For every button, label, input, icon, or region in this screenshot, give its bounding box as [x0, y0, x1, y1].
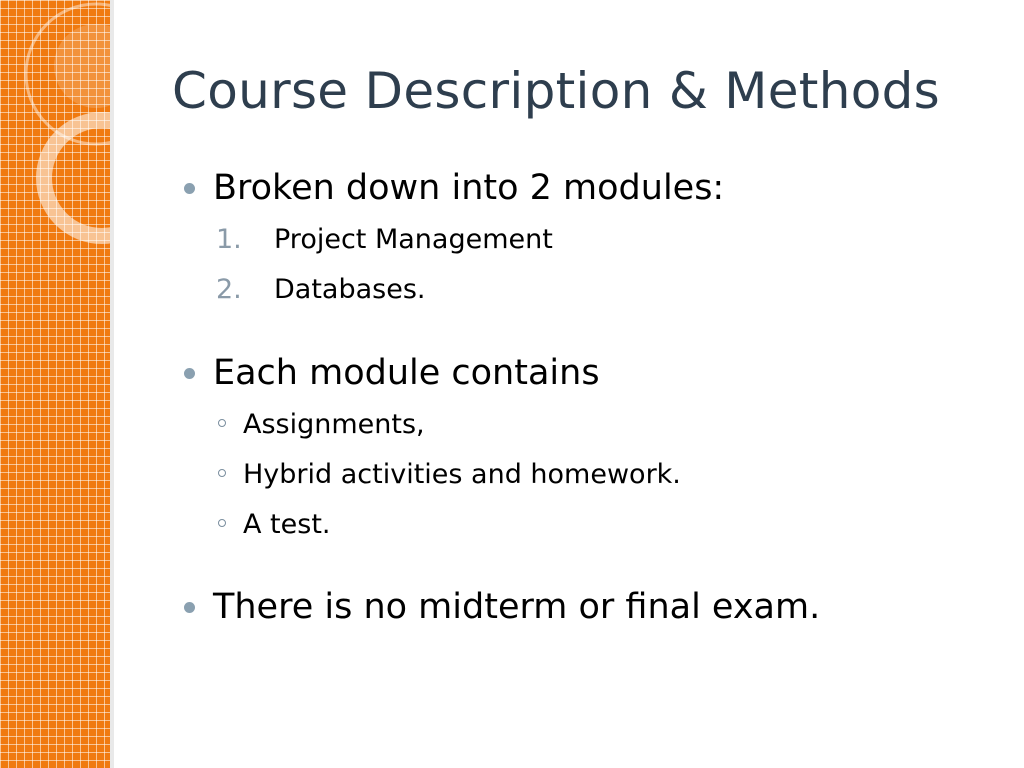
bullet-dot-icon — [184, 368, 195, 379]
bullet-no-exam — [184, 585, 984, 629]
list-item-text: Hybrid activities and homework. — [243, 459, 681, 490]
decorative-rings-icon — [0, 0, 114, 260]
list-item — [184, 450, 984, 500]
bullet-text: Broken down into 2 modules: — [213, 168, 725, 208]
list-item-text: Assignments, — [243, 409, 425, 440]
bullet-text: There is no midterm or final exam. — [213, 587, 821, 627]
list-number: 2. — [216, 274, 242, 305]
list-item-text: Databases. — [274, 274, 426, 305]
hollow-circle-icon — [218, 469, 226, 477]
list-item — [184, 265, 984, 315]
list-item-text: A test. — [243, 509, 331, 540]
bullet-module-contents — [184, 351, 984, 395]
decorative-sidebar — [0, 0, 114, 768]
hollow-circle-icon — [218, 419, 226, 427]
slide-body — [184, 166, 984, 629]
list-item — [184, 500, 984, 550]
bullet-dot-icon — [184, 602, 195, 613]
list-item — [184, 400, 984, 450]
bullet-text: Each module contains — [213, 353, 600, 393]
slide-title: Course Description & Methods — [172, 62, 940, 120]
bullet-modules — [184, 166, 984, 210]
bullet-dot-icon — [184, 183, 195, 194]
list-item — [184, 215, 984, 265]
hollow-circle-icon — [218, 519, 226, 527]
sidebar-edge — [110, 0, 114, 768]
list-item-text: Project Management — [274, 224, 553, 255]
list-number: 1. — [216, 224, 242, 255]
module-list — [184, 215, 984, 315]
contents-list — [184, 400, 984, 550]
